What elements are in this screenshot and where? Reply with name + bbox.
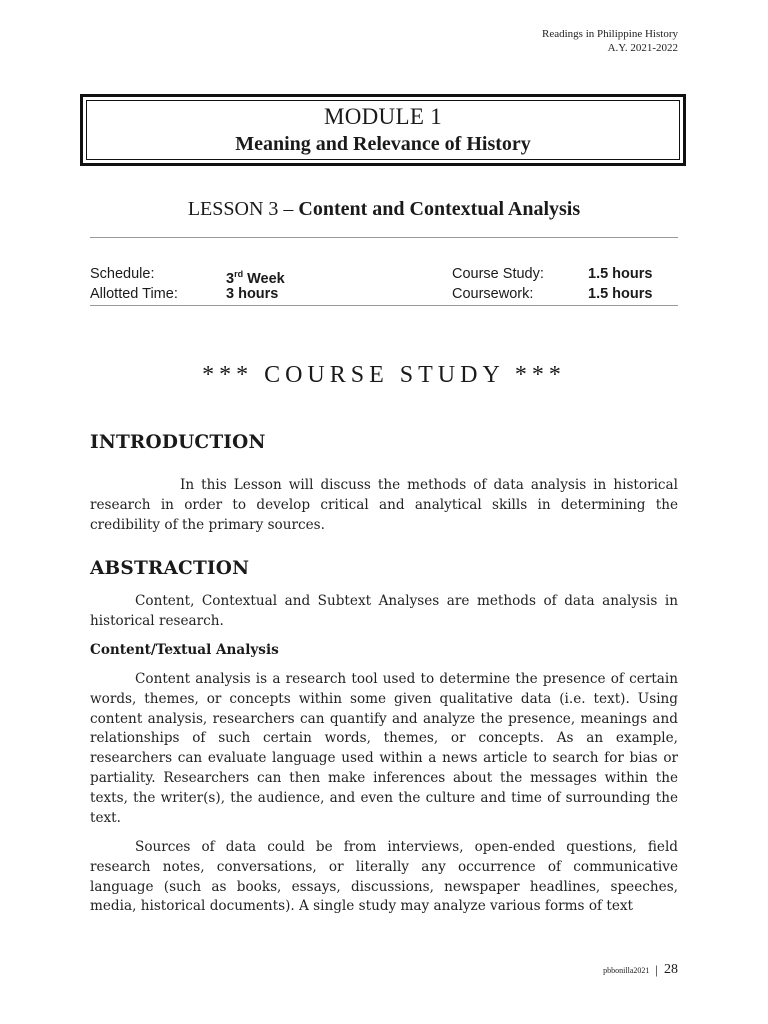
lesson-prefix: LESSON 3 – xyxy=(187,198,299,220)
divider-top xyxy=(90,237,678,238)
allotted-time-label: Allotted Time: xyxy=(90,286,178,302)
module-title: MODULE 1 xyxy=(323,104,443,129)
allotted-time-value: 3 hours xyxy=(226,286,279,302)
abstraction-text: Content, Contextual and Subtext Analyses are methods of data analysis in historical research. xyxy=(90,593,678,629)
schedule-week-word: Week xyxy=(243,271,285,287)
schedule-week-ordinal: rd xyxy=(234,269,244,279)
schedule-week-number: 3 xyxy=(226,271,235,287)
schedule-row-1 xyxy=(90,264,678,287)
introduction-heading: INTRODUCTION xyxy=(90,432,266,453)
course-study-value: 1.5 hours xyxy=(588,266,653,282)
page-footer xyxy=(603,962,678,978)
course-study-banner: *** COURSE STUDY *** xyxy=(202,362,566,388)
footer-author: pbbonilla2021 xyxy=(603,965,650,975)
coursework-label: Coursework: xyxy=(452,286,534,302)
coursework-value: 1.5 hours xyxy=(588,286,653,302)
content-analysis-subheading: Content/Textual Analysis xyxy=(90,642,279,658)
course-study-label: Course Study: xyxy=(452,266,544,282)
introduction-text: In this Lesson will discuss the methods of data analysis in historical research in order to develop critical and analytical skills in determining the credibility of the primary sources. xyxy=(90,477,678,533)
module-title-box xyxy=(80,94,686,166)
academic-year: A.Y. 2021-2022 xyxy=(607,42,678,54)
schedule-table xyxy=(90,264,678,304)
schedule-row-2 xyxy=(90,284,678,304)
footer-separator: | xyxy=(655,962,658,977)
page-number: 28 xyxy=(664,962,678,977)
page-header xyxy=(542,27,678,55)
content-analysis-paragraph-1: Content analysis is a research tool used to determine the presence of certain words, themes, or concepts within some given qualitative data (i.e. text). Using content analysis, researchers can quantify and analyze the presence, meanings and relationships of such certain words, themes, or concepts. As an example, researchers can evaluate language used within a news article to search for bias or partiality. Researchers can then make inferences about the messages within the texts, the writer(s), the audience, and even the culture and time of surrounding the text. xyxy=(90,671,678,826)
lesson-title xyxy=(0,198,768,221)
schedule-label: Schedule: xyxy=(90,266,155,282)
course-name: Readings in Philippine History xyxy=(542,28,678,40)
module-title-box-inner xyxy=(86,100,680,160)
content-analysis-paragraph-2: Sources of data could be from interviews, open-ended questions, field research notes, conversations, or literally any occurrence of communicative language (such as books, essays, discussions, newspaper headlines, speeches, media, historical documents). A single study may analyze various forms of text xyxy=(90,839,678,915)
abstraction-heading: ABSTRACTION xyxy=(90,558,250,579)
lesson-name: Content and Contextual Analysis xyxy=(298,198,581,220)
divider-bottom xyxy=(90,305,678,306)
module-subtitle: Meaning and Relevance of History xyxy=(235,133,531,155)
